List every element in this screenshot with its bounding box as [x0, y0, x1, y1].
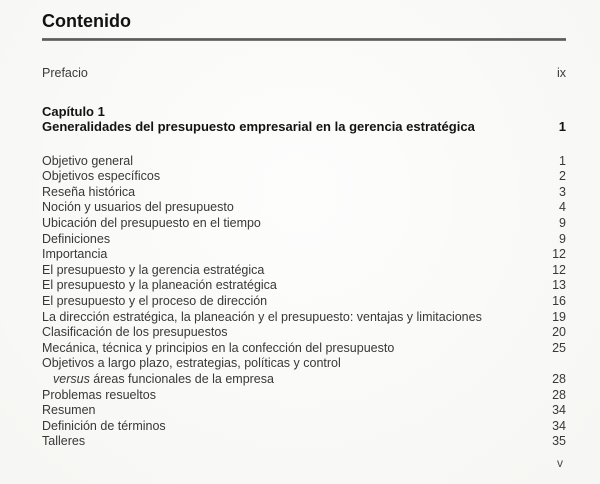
toc-entry-label: Resumen — [42, 403, 96, 418]
toc-entry-label: El presupuesto y el proceso de dirección — [42, 293, 268, 308]
toc-entry-label: Definición de términos — [42, 418, 166, 433]
toc-entry — [42, 403, 566, 419]
toc-entry — [42, 278, 566, 294]
toc-entry-page: 20 — [552, 325, 566, 340]
toc-entry-page: 9 — [559, 215, 566, 230]
toc-entry-label: La dirección estratégica, la planeación y el presupuesto: ventajas y limitaciones — [42, 309, 482, 324]
toc-entry-label — [42, 372, 540, 388]
toc-entries — [42, 154, 566, 450]
toc-entry — [42, 232, 566, 248]
toc-entry-page: 28 — [552, 387, 566, 402]
footer-page-number: v — [557, 456, 563, 470]
toc-entry-page: 28 — [552, 371, 566, 386]
toc-entry-label: Importancia — [42, 247, 108, 262]
toc-entry-label: Objetivos específicos — [42, 169, 161, 184]
page-title: Contenido — [42, 11, 131, 31]
chapter-title-row — [42, 119, 566, 135]
frontmatter-label: Prefacio — [42, 66, 88, 80]
toc-entry — [42, 325, 566, 341]
toc-entry — [42, 356, 566, 372]
toc-entry-page: 13 — [552, 278, 566, 293]
toc-entry-page: 1 — [559, 153, 566, 168]
toc-entry — [42, 154, 566, 170]
chapter-heading — [42, 104, 566, 135]
toc-entry-label: Objetivos a largo plazo, estrategias, políticas y control — [42, 356, 341, 371]
toc-entry-page: 12 — [552, 247, 566, 262]
toc-entry-label: Problemas resueltos — [42, 387, 156, 402]
toc-entry-label: Clasificación de los presupuestos — [42, 325, 228, 340]
chapter-number: Capítulo 1 — [42, 103, 105, 119]
toc-entry-page: 4 — [559, 200, 566, 215]
toc-entry — [42, 294, 566, 310]
toc-entry-page: 34 — [552, 403, 566, 418]
toc-entry — [42, 263, 566, 279]
toc-entry-label: Talleres — [42, 434, 86, 449]
frontmatter-row — [42, 66, 566, 82]
toc-entry — [42, 310, 566, 326]
title-rule — [42, 38, 566, 41]
toc-entry — [42, 185, 566, 201]
toc-entry — [42, 434, 566, 450]
toc-entry — [42, 372, 566, 388]
chapter-page: 1 — [558, 119, 566, 135]
toc-entry-label: Noción y usuarios del presupuesto — [42, 200, 234, 215]
toc-entry-page: 19 — [552, 309, 566, 324]
toc-entry-page: 12 — [552, 262, 566, 277]
toc-entry — [42, 216, 566, 232]
toc-entry-label: El presupuesto y la gerencia estratégica — [42, 262, 265, 277]
toc-entry-label: Mecánica, técnica y principios en la confección del presupuesto — [42, 340, 395, 355]
toc-entry-label-rest: áreas funcionales de la empresa — [89, 371, 274, 386]
toc-entry-page: 9 — [559, 231, 566, 246]
toc-entry-page: 2 — [559, 169, 566, 184]
toc-entry-label: Definiciones — [42, 231, 111, 246]
toc-entry-page: 16 — [552, 293, 566, 308]
toc-entry-page: 3 — [559, 184, 566, 199]
frontmatter-page: ix — [556, 66, 566, 80]
toc-entry-page: 34 — [552, 418, 566, 433]
toc-entry-label: El presupuesto y la planeación estratégica — [42, 278, 277, 293]
toc-entry — [42, 247, 566, 263]
chapter-title: Generalidades del presupuesto empresarial en la gerencia estratégica — [42, 119, 475, 135]
toc-entry — [42, 388, 566, 404]
toc-entry — [42, 169, 566, 185]
toc-entry-label: Objetivo general — [42, 153, 134, 168]
toc-entry-page: 25 — [552, 340, 566, 355]
toc-entry-label: Reseña histórica — [42, 184, 136, 199]
toc-entry — [42, 341, 566, 357]
toc-entry-label: Ubicación del presupuesto en el tiempo — [42, 215, 261, 230]
toc-entry-page: 35 — [552, 434, 566, 449]
toc-entry — [42, 200, 566, 216]
toc-entry-label-italic: versus — [53, 371, 90, 386]
toc-entry — [42, 419, 566, 435]
